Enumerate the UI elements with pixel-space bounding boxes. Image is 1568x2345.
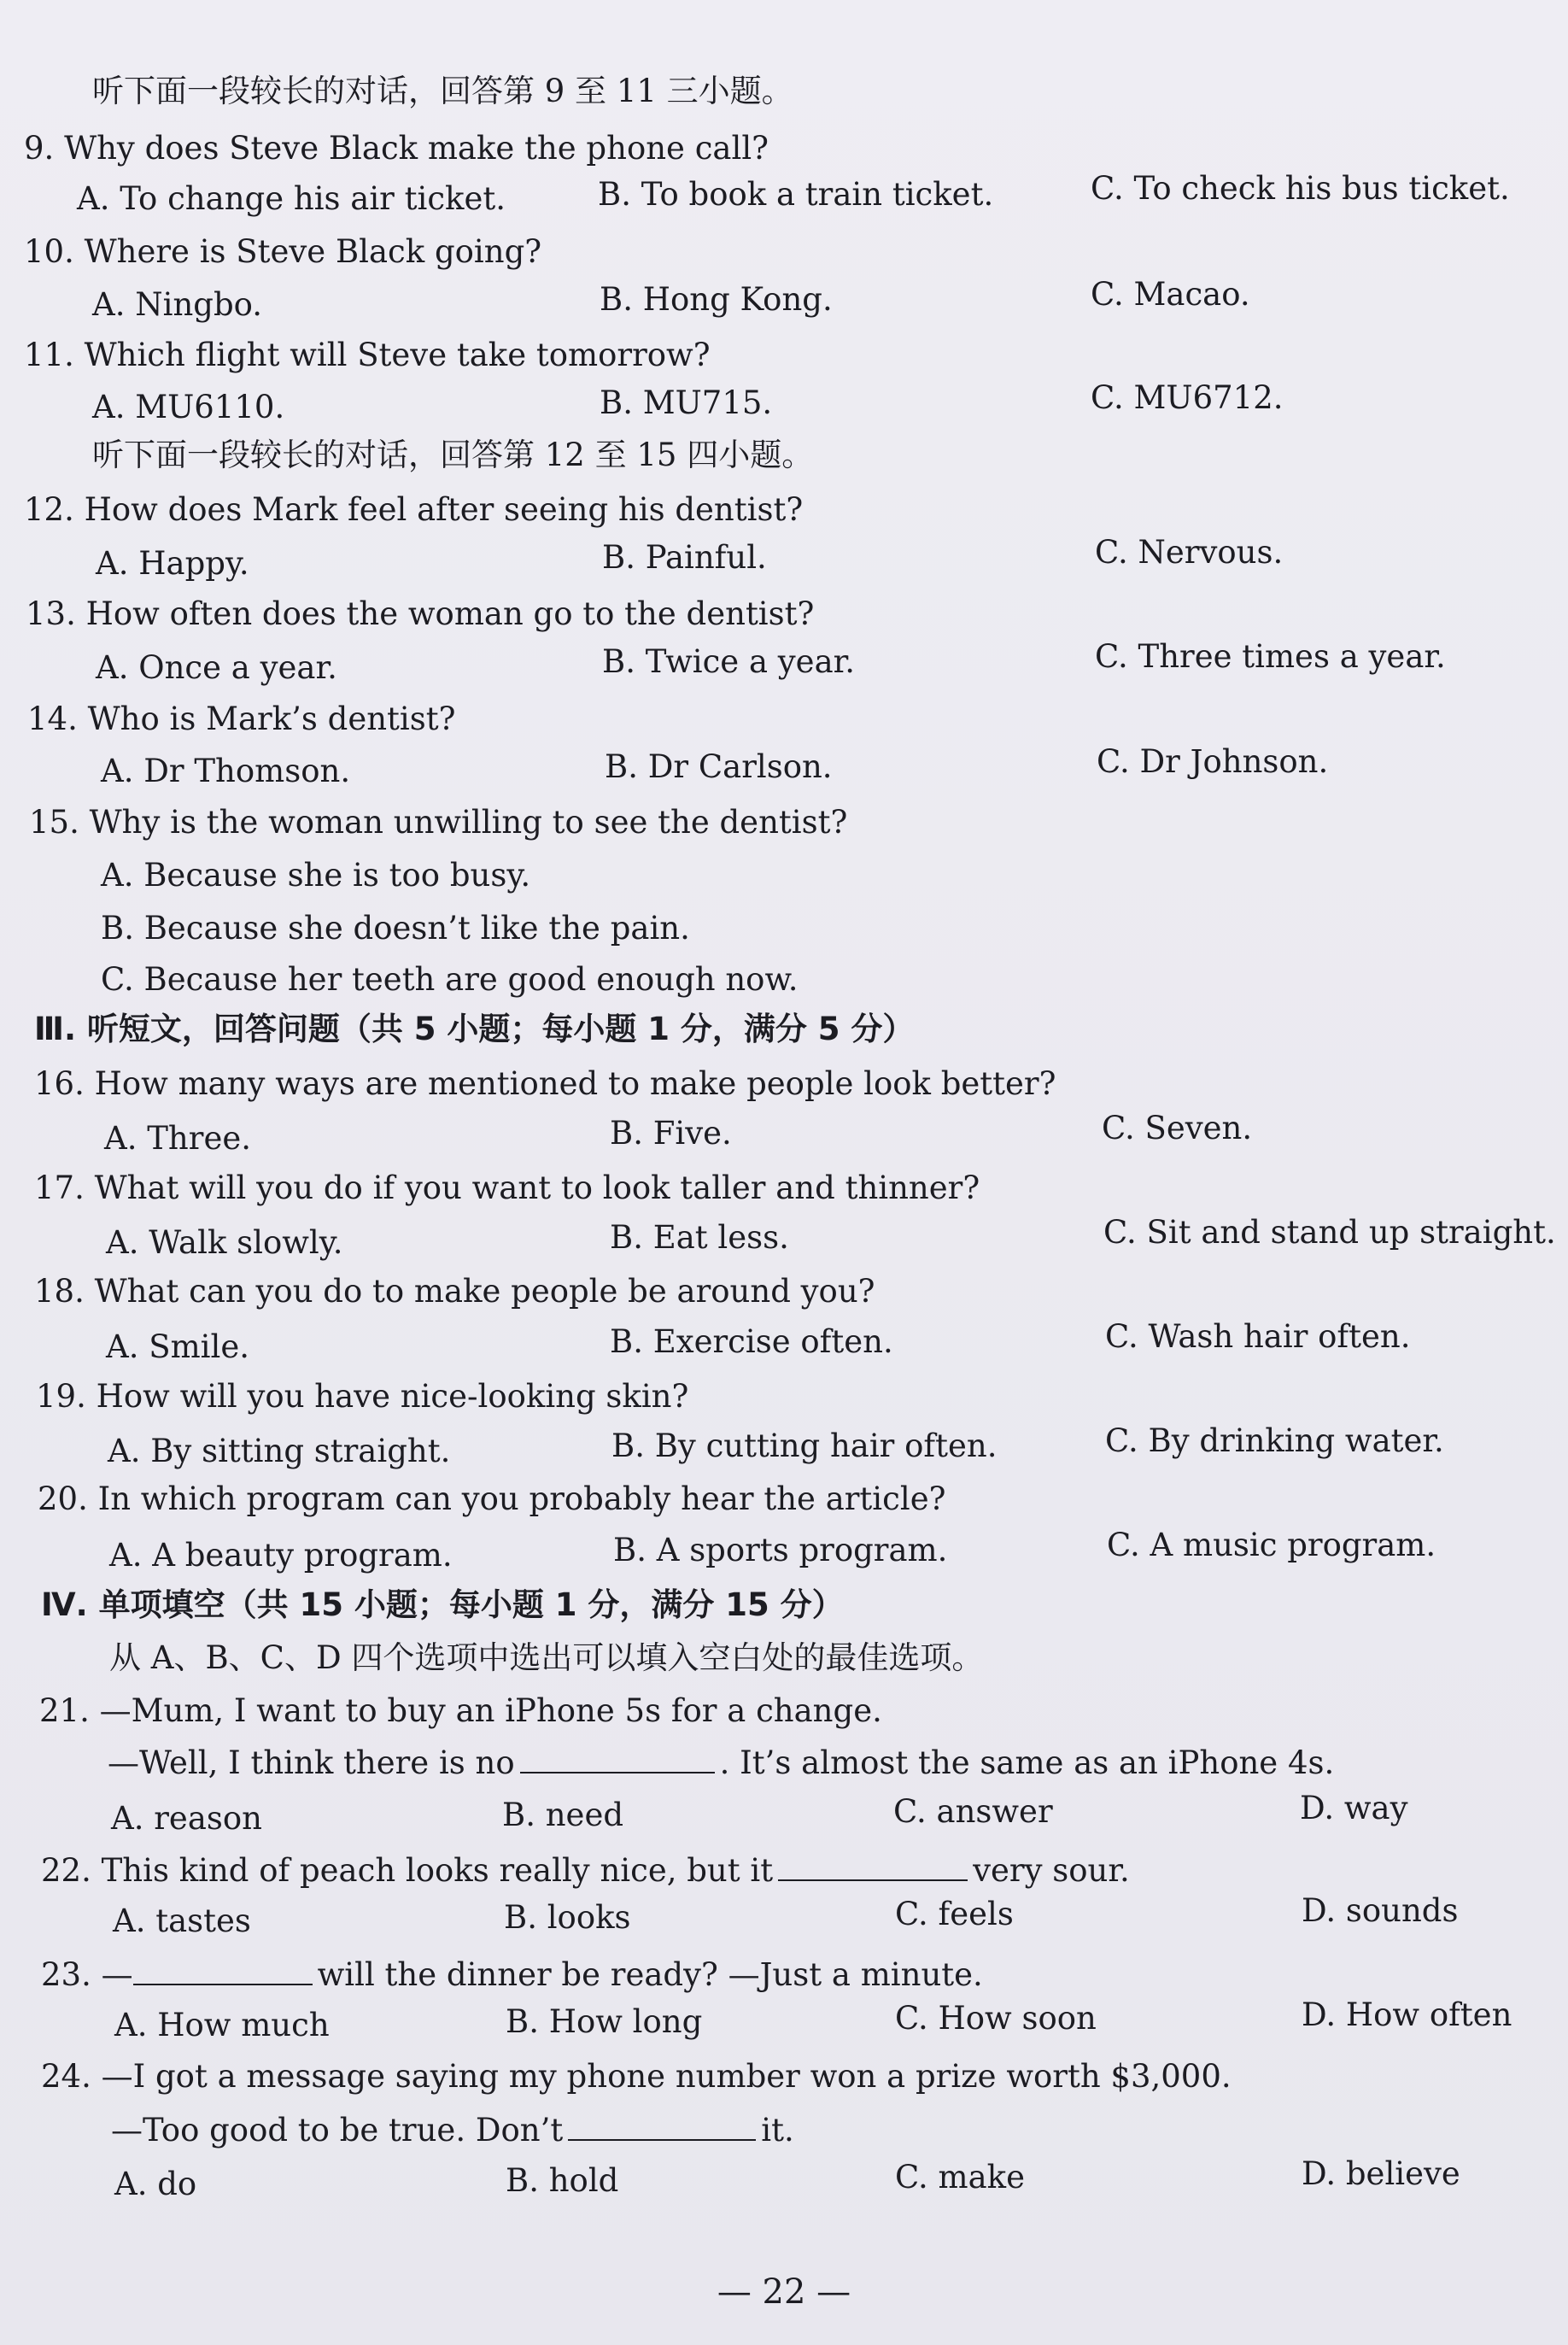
q24-option-b: B. hold bbox=[506, 2162, 619, 2199]
page-number: — 22 — bbox=[717, 2272, 851, 2312]
question-10: 10. Where is Steve Black going? bbox=[24, 233, 542, 270]
question-14: 14. Who is Mark’s dentist? bbox=[27, 701, 456, 737]
q21-option-d: D. way bbox=[1300, 1790, 1408, 1826]
answer-blank bbox=[520, 1746, 715, 1773]
question-18: 18. What can you do to make people be around you? bbox=[34, 1273, 875, 1310]
answer-blank bbox=[133, 1958, 313, 1985]
q15-option-b: B. Because she doesn’t like the pain. bbox=[101, 910, 690, 947]
q24-text-before-blank: —Too good to be true. Don’t bbox=[111, 2112, 564, 2149]
q18-option-b: B. Exercise often. bbox=[610, 1323, 893, 1360]
question-9: 9. Why does Steve Black make the phone call? bbox=[24, 130, 769, 167]
q20-option-a: A. A beauty program. bbox=[109, 1537, 453, 1574]
q9-option-c: C. To check his bus ticket. bbox=[1091, 170, 1510, 207]
q12-option-a: A. Happy. bbox=[96, 545, 249, 582]
q20-option-c: C. A music program. bbox=[1107, 1527, 1436, 1563]
q23-text-after-blank: will the dinner be ready? —Just a minute. bbox=[317, 1956, 983, 1993]
q13-option-b: B. Twice a year. bbox=[602, 643, 856, 680]
q22-option-a: A. tastes bbox=[113, 1902, 251, 1939]
q19-option-a: A. By sitting straight. bbox=[108, 1433, 451, 1469]
part-4-instruction: 从 A、B、C、D 四个选项中选出可以填入空白处的最佳选项。 bbox=[109, 1639, 984, 1676]
q23-option-d: D. How often bbox=[1302, 1996, 1512, 2033]
question-12: 12. How does Mark feel after seeing his dentist? bbox=[24, 491, 804, 528]
question-19: 19. How will you have nice-looking skin? bbox=[36, 1378, 689, 1415]
q24-option-c: C. make bbox=[895, 2159, 1025, 2196]
answer-blank bbox=[568, 2113, 756, 2141]
question-13: 13. How often does the woman go to the dentist? bbox=[26, 595, 815, 632]
q20-option-b: B. A sports program. bbox=[613, 1532, 948, 1568]
q21-option-c: C. answer bbox=[893, 1793, 1053, 1830]
q16-option-b: B. Five. bbox=[610, 1115, 732, 1152]
q9-option-a: A. To change his air ticket. bbox=[77, 180, 506, 217]
q22-option-c: C. feels bbox=[895, 1896, 1014, 1932]
q10-option-b: B. Hong Kong. bbox=[600, 281, 833, 318]
q14-option-c: C. Dr Johnson. bbox=[1097, 743, 1329, 780]
question-20: 20. In which program can you probably hear the article? bbox=[38, 1480, 946, 1517]
q23-option-a: A. How much bbox=[114, 2007, 330, 2043]
q18-option-a: A. Smile. bbox=[106, 1328, 249, 1365]
answer-blank bbox=[778, 1854, 968, 1881]
part-4-heading: Ⅳ. 单项填空（共 15 小题；每小题 1 分，满分 15 分） bbox=[41, 1586, 844, 1623]
question-17: 17. What will you do if you want to look taller and thinner? bbox=[34, 1170, 980, 1206]
question-15: 15. Why is the woman unwilling to see the dentist? bbox=[29, 804, 848, 841]
question-21-line-2 bbox=[108, 1746, 1334, 1779]
question-24-line-2 bbox=[111, 2112, 794, 2149]
q23-option-b: B. How long bbox=[506, 2003, 703, 2040]
question-21-line-1: 21. —Mum, I want to buy an iPhone 5s for a change. bbox=[39, 1692, 882, 1729]
q10-option-c: C. Macao. bbox=[1091, 276, 1250, 313]
q21-text-after-blank: . It’s almost the same as an iPhone 4s. bbox=[719, 1744, 1335, 1781]
q16-option-c: C. Seven. bbox=[1102, 1110, 1253, 1146]
q21-option-a: A. reason bbox=[111, 1800, 262, 1837]
q11-option-b: B. MU715. bbox=[600, 384, 773, 421]
part-3-heading: Ⅲ. 听短文，回答问题（共 5 小题；每小题 1 分，满分 5 分） bbox=[34, 1011, 915, 1047]
q24-option-a: A. do bbox=[114, 2166, 197, 2202]
q22-text-after-blank: very sour. bbox=[973, 1852, 1130, 1889]
q22-option-d: D. sounds bbox=[1302, 1892, 1459, 1929]
q12-option-b: B. Painful. bbox=[602, 539, 767, 576]
section-instruction-12-15: 听下面一段较长的对话，回答第 12 至 15 四小题。 bbox=[92, 437, 814, 473]
q15-option-c: C. Because her teeth are good enough now. bbox=[101, 961, 799, 998]
q10-option-a: A. Ningbo. bbox=[92, 286, 263, 323]
q23-text-before-blank: 23. — bbox=[41, 1956, 133, 1993]
q13-option-c: C. Three times a year. bbox=[1095, 638, 1446, 675]
q23-option-c: C. How soon bbox=[895, 2000, 1097, 2037]
q12-option-c: C. Nervous. bbox=[1095, 534, 1284, 571]
q15-option-a: A. Because she is too busy. bbox=[101, 857, 531, 894]
q24-text-after-blank: it. bbox=[761, 2112, 794, 2149]
q21-option-b: B. need bbox=[502, 1797, 624, 1833]
q19-option-b: B. By cutting hair often. bbox=[611, 1428, 998, 1464]
q11-option-a: A. MU6110. bbox=[92, 389, 285, 425]
q14-option-b: B. Dr Carlson. bbox=[605, 748, 833, 785]
section-instruction-9-11: 听下面一段较长的对话，回答第 9 至 11 三小题。 bbox=[92, 73, 793, 109]
q18-option-c: C. Wash hair often. bbox=[1105, 1318, 1411, 1355]
q17-option-a: A. Walk slowly. bbox=[106, 1224, 343, 1261]
q11-option-c: C. MU6712. bbox=[1091, 379, 1284, 416]
q16-option-a: A. Three. bbox=[104, 1120, 251, 1157]
q19-option-c: C. By drinking water. bbox=[1105, 1422, 1444, 1459]
question-23 bbox=[41, 1956, 983, 1993]
q21-text-before-blank: —Well, I think there is no bbox=[108, 1744, 515, 1781]
q17-option-c: C. Sit and stand up straight. bbox=[1103, 1214, 1556, 1251]
q14-option-a: A. Dr Thomson. bbox=[101, 753, 351, 789]
q24-option-d: D. believe bbox=[1302, 2155, 1460, 2192]
q17-option-b: B. Eat less. bbox=[610, 1219, 789, 1256]
question-22 bbox=[41, 1852, 1130, 1889]
question-16: 16. How many ways are mentioned to make people look better? bbox=[34, 1065, 1056, 1102]
q22-text-before-blank: 22. This kind of peach looks really nice, but it bbox=[41, 1852, 774, 1889]
question-11: 11. Which flight will Steve take tomorrow? bbox=[24, 337, 711, 373]
q9-option-b: B. To book a train ticket. bbox=[598, 176, 994, 213]
question-24-line-1: 24. —I got a message saying my phone number won a prize worth $3,000. bbox=[41, 2058, 1232, 2095]
q22-option-b: B. looks bbox=[504, 1899, 631, 1936]
q13-option-a: A. Once a year. bbox=[96, 649, 337, 686]
